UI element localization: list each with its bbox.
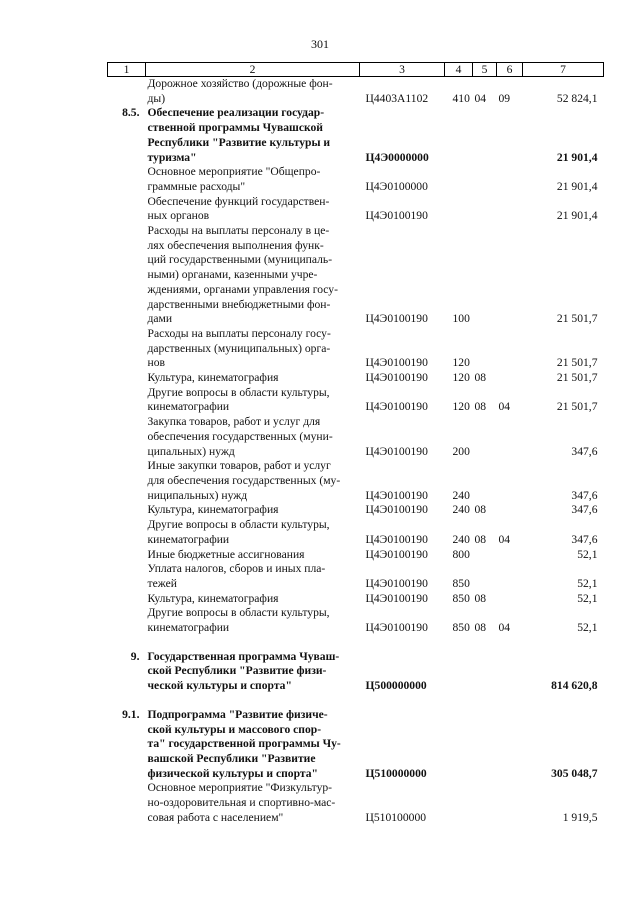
row-description bbox=[146, 459, 360, 503]
row-description bbox=[146, 327, 360, 371]
row-number bbox=[108, 327, 146, 371]
row-number bbox=[108, 548, 146, 563]
column-header: 2 bbox=[146, 63, 360, 77]
row-expense-type: 850 bbox=[452, 621, 470, 635]
row-spacer bbox=[108, 694, 604, 708]
row-amount: 347,6 bbox=[571, 532, 598, 546]
description-line: Культура, кинематография bbox=[147, 503, 279, 517]
table-row bbox=[108, 503, 604, 518]
table-row bbox=[108, 459, 604, 503]
row-description bbox=[146, 518, 360, 547]
row-description bbox=[146, 371, 360, 386]
column-header: 1 bbox=[108, 63, 146, 77]
row-code: Ц4Э0100190 bbox=[365, 356, 428, 370]
row-description bbox=[146, 606, 360, 635]
row-subsection bbox=[497, 224, 523, 327]
row-code: Ц4Э0000000 bbox=[365, 150, 429, 164]
row-section bbox=[473, 195, 497, 224]
table-row bbox=[108, 562, 604, 591]
row-amount: 21 501,7 bbox=[556, 371, 598, 385]
description-line: Расходы на выплаты персоналу в це- bbox=[147, 224, 330, 238]
row-amount: 52 824,1 bbox=[556, 91, 598, 105]
row-code: Ц4Э0100190 bbox=[365, 209, 428, 223]
row-amount: 814 620,8 bbox=[551, 679, 598, 693]
page-number: 301 bbox=[311, 37, 329, 51]
table-row bbox=[108, 327, 604, 371]
row-number bbox=[108, 562, 146, 591]
row-section: 08 bbox=[474, 621, 487, 635]
row-section: 08 bbox=[474, 591, 487, 605]
row-subsection bbox=[497, 459, 523, 503]
description-line: туризма" bbox=[147, 150, 197, 164]
row-number bbox=[108, 518, 146, 547]
row-subsection bbox=[497, 371, 523, 386]
row-description bbox=[146, 562, 360, 591]
row-expense-type bbox=[445, 165, 473, 194]
row-expense-type: 240 bbox=[452, 503, 470, 517]
row-section bbox=[473, 781, 497, 825]
description-line: Обеспечение реализации государ- bbox=[147, 106, 325, 120]
description-line: ных органов bbox=[147, 209, 210, 223]
row-subsection: 04 bbox=[498, 532, 511, 546]
row-description bbox=[146, 650, 360, 694]
row-amount: 52,1 bbox=[577, 591, 598, 605]
description-line: ций государственными (муниципаль- bbox=[147, 253, 333, 267]
row-subsection bbox=[497, 503, 523, 518]
description-line: ческой культуры и спорта" bbox=[147, 679, 292, 693]
description-line: ными) органами, казенными учре- bbox=[147, 268, 318, 282]
row-code: Ц510000000 bbox=[365, 766, 427, 780]
row-expense-type: 410 bbox=[452, 91, 470, 105]
row-subsection bbox=[497, 650, 523, 694]
row-description bbox=[146, 503, 360, 518]
row-section bbox=[473, 106, 497, 165]
row-expense-type bbox=[445, 106, 473, 165]
row-code: Ц4Э0100190 bbox=[365, 547, 428, 561]
description-line: нов bbox=[147, 356, 165, 370]
row-amount: 21 901,4 bbox=[556, 150, 598, 164]
row-number bbox=[108, 77, 146, 107]
row-description bbox=[146, 224, 360, 327]
row-section: 08 bbox=[474, 532, 487, 546]
table-body bbox=[108, 63, 604, 826]
row-number: 8.5. bbox=[122, 106, 140, 120]
description-line: но-оздоровительная и спортивно-мас- bbox=[147, 796, 336, 810]
row-subsection bbox=[497, 781, 523, 825]
description-line: кинематографии bbox=[147, 400, 230, 414]
row-description bbox=[146, 415, 360, 459]
row-subsection: 09 bbox=[498, 91, 511, 105]
row-section: 08 bbox=[474, 503, 487, 517]
row-number bbox=[108, 415, 146, 459]
row-number: 9.1. bbox=[122, 707, 140, 721]
description-line: обеспечения государственных (муни- bbox=[147, 429, 333, 443]
budget-table bbox=[107, 62, 604, 825]
row-description bbox=[146, 781, 360, 825]
table-row bbox=[108, 386, 604, 415]
row-code: Ц4Э0100190 bbox=[365, 312, 428, 326]
row-code: Ц4Э0100190 bbox=[365, 621, 428, 635]
description-line: ской Республики "Развитие физи- bbox=[147, 664, 327, 678]
table-row bbox=[108, 415, 604, 459]
spacer-cell bbox=[108, 636, 604, 650]
table-header-row bbox=[108, 63, 604, 77]
row-code: Ц4Э0100190 bbox=[365, 444, 428, 458]
description-line: Дорожное хозяйство (дорожные фон- bbox=[147, 77, 333, 90]
row-section: 08 bbox=[474, 400, 487, 414]
description-line: тежей bbox=[147, 576, 177, 590]
row-subsection bbox=[497, 415, 523, 459]
description-line: кинематографии bbox=[147, 621, 230, 635]
description-line: вашской Республики "Развитие bbox=[147, 751, 316, 765]
row-expense-type: 800 bbox=[452, 547, 470, 561]
row-code: Ц4Э0100190 bbox=[365, 591, 428, 605]
row-section bbox=[473, 562, 497, 591]
description-line: Культура, кинематография bbox=[147, 591, 279, 605]
description-line: Уплата налогов, сборов и иных пла- bbox=[147, 562, 326, 576]
row-subsection: 04 bbox=[498, 621, 511, 635]
row-code: Ц4403А1102 bbox=[365, 91, 429, 105]
row-subsection bbox=[497, 548, 523, 563]
row-subsection bbox=[497, 195, 523, 224]
row-section bbox=[473, 548, 497, 563]
row-code: Ц4Э0100000 bbox=[365, 179, 428, 193]
table-row bbox=[108, 548, 604, 563]
row-code: Ц4Э0100190 bbox=[365, 576, 428, 590]
row-expense-type: 120 bbox=[452, 371, 470, 385]
row-expense-type bbox=[445, 195, 473, 224]
row-code: Ц4Э0100190 bbox=[365, 532, 428, 546]
row-section: 04 bbox=[474, 91, 487, 105]
description-line: Основное мероприятие "Общепро- bbox=[147, 165, 321, 179]
column-header: 5 bbox=[473, 63, 497, 77]
row-number bbox=[108, 165, 146, 194]
row-number bbox=[108, 386, 146, 415]
description-line: лях обеспечения выполнения функ- bbox=[147, 238, 324, 252]
row-code: Ц4Э0100190 bbox=[365, 503, 428, 517]
row-number bbox=[108, 592, 146, 607]
row-description bbox=[146, 708, 360, 782]
description-line: ды) bbox=[147, 91, 166, 105]
table-row bbox=[108, 165, 604, 194]
row-section: 08 bbox=[474, 371, 487, 385]
column-header: 7 bbox=[523, 63, 604, 77]
description-line: Культура, кинематография bbox=[147, 371, 279, 385]
row-code: Ц4Э0100190 bbox=[365, 371, 428, 385]
table-row bbox=[108, 195, 604, 224]
description-line: ципальных) нужд bbox=[147, 444, 235, 458]
description-line: кинематографии bbox=[147, 532, 230, 546]
description-line: дарственных (муниципальных) орга- bbox=[147, 341, 331, 355]
description-line: ской культуры и массового спор- bbox=[147, 722, 322, 736]
description-line: Расходы на выплаты персоналу госу- bbox=[147, 326, 331, 340]
row-description bbox=[146, 386, 360, 415]
description-line: Другие вопросы в области культуры, bbox=[147, 385, 330, 399]
row-description bbox=[146, 195, 360, 224]
row-section bbox=[473, 650, 497, 694]
column-header: 3 bbox=[360, 63, 445, 77]
row-amount: 52,1 bbox=[577, 547, 598, 561]
table-row bbox=[108, 606, 604, 635]
description-line: ждениями, органами управления госу- bbox=[147, 282, 338, 296]
row-code: Ц4Э0100190 bbox=[365, 400, 428, 414]
row-number bbox=[108, 503, 146, 518]
row-amount: 21 901,4 bbox=[556, 209, 598, 223]
table-row bbox=[108, 106, 604, 165]
description-line: Обеспечение функций государствен- bbox=[147, 194, 330, 208]
description-line: физической культуры и спорта" bbox=[147, 766, 318, 780]
description-line: дарственными внебюджетными фон- bbox=[147, 297, 331, 311]
description-line: граммные расходы" bbox=[147, 179, 246, 193]
spacer-cell bbox=[108, 694, 604, 708]
description-line: Республики "Развитие культуры и bbox=[147, 135, 331, 149]
description-line: Государственная программа Чуваш- bbox=[147, 649, 340, 663]
description-line: для обеспечения государственных (му- bbox=[147, 473, 341, 487]
row-subsection bbox=[497, 562, 523, 591]
row-expense-type: 850 bbox=[452, 591, 470, 605]
row-number bbox=[108, 195, 146, 224]
row-section bbox=[473, 459, 497, 503]
row-section bbox=[473, 224, 497, 327]
description-line: Другие вопросы в области культуры, bbox=[147, 518, 330, 532]
row-expense-type: 240 bbox=[452, 488, 470, 502]
row-number: 9. bbox=[130, 649, 140, 663]
table-row bbox=[108, 708, 604, 782]
row-subsection: 04 bbox=[498, 400, 511, 414]
row-expense-type: 100 bbox=[452, 312, 470, 326]
row-section bbox=[473, 415, 497, 459]
row-code: Ц510100000 bbox=[365, 810, 427, 824]
table-row bbox=[108, 781, 604, 825]
row-description bbox=[146, 592, 360, 607]
description-line: Другие вопросы в области культуры, bbox=[147, 606, 330, 620]
row-number bbox=[108, 781, 146, 825]
table-row bbox=[108, 650, 604, 694]
row-code: Ц4Э0100190 bbox=[365, 488, 428, 502]
row-expense-type bbox=[445, 708, 473, 782]
column-header: 4 bbox=[445, 63, 473, 77]
row-expense-type: 240 bbox=[452, 532, 470, 546]
table-row bbox=[108, 77, 604, 107]
row-amount: 347,6 bbox=[571, 444, 598, 458]
table-row bbox=[108, 371, 604, 386]
table-row bbox=[108, 592, 604, 607]
row-number bbox=[108, 459, 146, 503]
row-amount: 21 901,4 bbox=[556, 179, 598, 193]
row-number bbox=[108, 371, 146, 386]
row-section bbox=[473, 327, 497, 371]
row-description bbox=[146, 106, 360, 165]
row-amount: 305 048,7 bbox=[551, 766, 598, 780]
row-expense-type: 850 bbox=[452, 576, 470, 590]
row-description bbox=[146, 77, 360, 107]
row-amount: 52,1 bbox=[577, 576, 598, 590]
row-subsection bbox=[497, 106, 523, 165]
column-header: 6 bbox=[497, 63, 523, 77]
row-expense-type bbox=[445, 650, 473, 694]
row-section bbox=[473, 708, 497, 782]
row-amount: 21 501,7 bbox=[556, 356, 598, 370]
row-expense-type: 200 bbox=[452, 444, 470, 458]
description-line: ственной программы Чувашской bbox=[147, 121, 323, 135]
description-line: Иные бюджетные ассигнования bbox=[147, 547, 305, 561]
row-amount: 1 919,5 bbox=[562, 810, 598, 824]
row-subsection bbox=[497, 327, 523, 371]
row-subsection bbox=[497, 592, 523, 607]
row-description bbox=[146, 165, 360, 194]
row-number bbox=[108, 224, 146, 327]
row-amount: 52,1 bbox=[577, 621, 598, 635]
description-line: Подпрограмма "Развитие физиче- bbox=[147, 707, 328, 721]
row-expense-type bbox=[445, 781, 473, 825]
row-description bbox=[146, 548, 360, 563]
row-spacer bbox=[108, 636, 604, 650]
description-line: совая работа с населением" bbox=[147, 810, 284, 824]
row-code: Ц500000000 bbox=[365, 679, 427, 693]
description-line: Иные закупки товаров, работ и услуг bbox=[147, 459, 331, 473]
row-subsection bbox=[497, 165, 523, 194]
row-number bbox=[108, 606, 146, 635]
table-row bbox=[108, 224, 604, 327]
row-amount: 347,6 bbox=[571, 503, 598, 517]
row-amount: 21 501,7 bbox=[556, 312, 598, 326]
row-amount: 21 501,7 bbox=[556, 400, 598, 414]
row-amount: 347,6 bbox=[571, 488, 598, 502]
description-line: Основное мероприятие "Физкультур- bbox=[147, 781, 333, 795]
description-line: Закупка товаров, работ и услуг для bbox=[147, 415, 321, 429]
table-row bbox=[108, 518, 604, 547]
row-expense-type: 120 bbox=[452, 400, 470, 414]
row-expense-type: 120 bbox=[452, 356, 470, 370]
description-line: ниципальных) нужд bbox=[147, 488, 248, 502]
description-line: дами bbox=[147, 312, 173, 326]
description-line: та" государственной программы Чу- bbox=[147, 737, 341, 751]
row-section bbox=[473, 165, 497, 194]
row-subsection bbox=[497, 708, 523, 782]
